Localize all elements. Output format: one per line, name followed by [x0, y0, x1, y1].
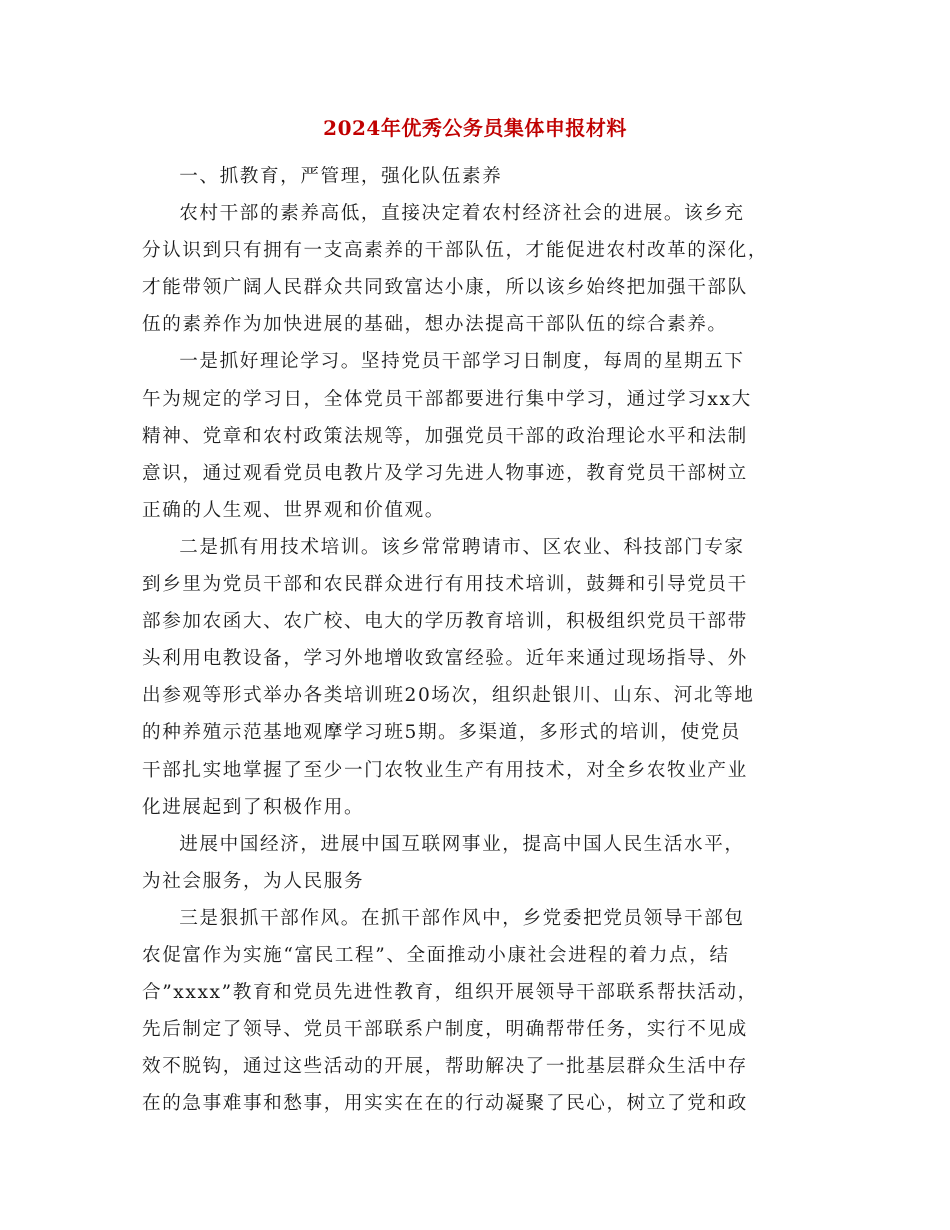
body-line: 才能带领广阔人民群众共同致富达小康，所以该乡始终把加强干部队 — [142, 277, 748, 299]
body-line: 进展中国经济，进展中国互联网事业，提高中国人民生活水平， — [179, 833, 745, 855]
body-line: 农促富作为实施“富民工程”、全面推动小康社会进程的着力点，结 — [142, 944, 730, 966]
body-line: 午为规定的学习日，全体党员干部都要进行集中学习，通过学习xx大 — [142, 388, 752, 410]
body-line: 一是抓好理论学习。坚持党员干部学习日制度，每周的星期五下 — [179, 351, 745, 373]
body-line: 先后制定了领导、党员干部联系户制度，明确帮带任务，实行不见成 — [142, 1019, 748, 1041]
body-line: 伍的素养作为加快进展的基础，想办法提高干部队伍的综合素养。 — [142, 314, 728, 336]
body-line: 部参加农函大、农广校、电大的学历教育培训，积极组织党员干部带 — [142, 611, 748, 633]
body-line: 在的急事难事和愁事，用实实在在的行动凝聚了民心，树立了党和政 — [142, 1093, 748, 1115]
body-line: 出参观等形式举办各类培训班20场次，组织赴银川、山东、河北等地 — [142, 685, 755, 707]
body-line: 二是抓有用技术培训。该乡常常聘请市、区农业、科技部门专家 — [179, 536, 745, 558]
body-line: 化进展起到了积极作用。 — [142, 796, 365, 818]
body-line: 意识，通过观看党员电教片及学习先进人物事迹，教育党员干部树立 — [142, 462, 748, 484]
body-line: 到乡里为党员干部和农民群众进行有用技术培训，鼓舞和引导党员干 — [142, 574, 748, 596]
body-line: 正确的人生观、世界观和价值观。 — [142, 499, 445, 521]
body-line: 合”xxxx”教育和党员先进性教育，组织开展领导干部联系帮扶活动， — [142, 982, 758, 1004]
body-line: 头利用电教设备，学习外地增收致富经验。近年来通过现场指导、外 — [142, 648, 748, 670]
body-line: 的种养殖示范基地观摩学习班5期。多渠道，多形式的培训，使党员 — [142, 722, 742, 744]
body-line: 精神、党章和农村政策法规等，加强党员干部的政治理论水平和法制 — [142, 425, 748, 447]
body-line: 分认识到只有拥有一支高素养的干部队伍，才能促进农村改革的深化， — [142, 240, 769, 262]
body-line: 效不脱钩，通过这些活动的开展，帮助解决了一批基层群众生活中存 — [142, 1056, 748, 1078]
document-title: 2024年优秀公务员集体申报材料 — [323, 116, 627, 140]
body-line: 为社会服务，为人民服务 — [142, 870, 365, 892]
body-line: 农村干部的素养高低，直接决定着农村经济社会的进展。该乡充 — [179, 203, 745, 225]
document-body — [142, 158, 802, 1122]
body-line: 干部扎实地掌握了至少一门农牧业生产有用技术，对全乡农牧业产业 — [142, 759, 748, 781]
body-line: 三是狠抓干部作风。在抓干部作风中，乡党委把党员领导干部包 — [179, 907, 745, 929]
body-line: 一、抓教育，严管理，强化队伍素养 — [179, 166, 503, 187]
